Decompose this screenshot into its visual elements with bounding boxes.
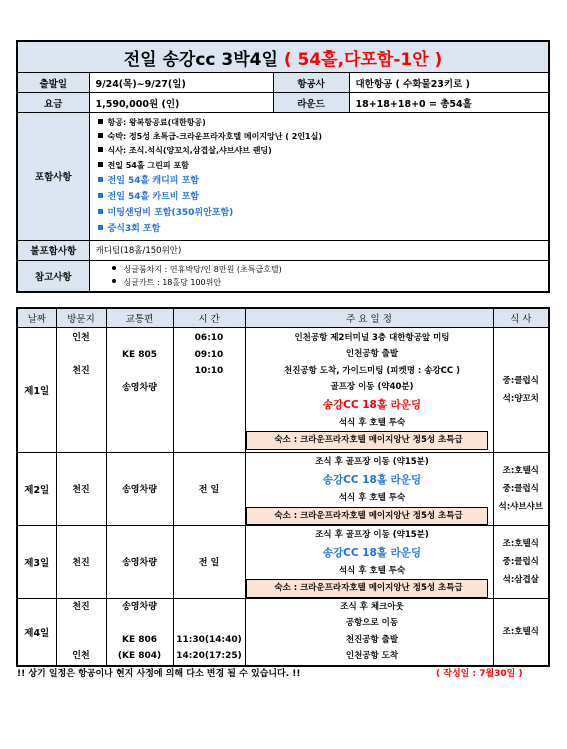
- rounds-label: 라운드: [273, 93, 349, 113]
- time-cell: 11:30(14:40) 14:20(17:25): [173, 598, 245, 666]
- itinerary-header-row: [17, 308, 549, 328]
- bullet-icon: [112, 266, 116, 270]
- meal-cell: 조:호텔식 중:클럽식 석:삼겹살: [493, 525, 549, 598]
- col-header-schedule: 주 요 일 정: [245, 308, 493, 328]
- table-row: [17, 328, 549, 453]
- day-label: 제2일: [17, 453, 56, 526]
- hotel-note: 숙소 : 크라운프라자호텔 메이지앙난 정5성 초특급: [246, 431, 488, 449]
- col-header-place: 방문지: [56, 308, 106, 328]
- square-bullet-icon: [98, 133, 103, 138]
- square-bullet-icon: [98, 162, 103, 167]
- col-header-time: 시 간: [173, 308, 245, 328]
- square-bullet-icon: [98, 147, 103, 152]
- bullet-icon: [112, 279, 116, 283]
- excluded-value: 캐디팁(18홀/150위안): [89, 240, 549, 260]
- round-highlight: 송강CC 18홀 라운딩: [322, 474, 422, 487]
- airline-label: 항공사: [273, 73, 349, 93]
- page-title: [17, 41, 549, 73]
- included-label: 포함사항: [17, 113, 89, 241]
- airline-value: 대한항공 ( 수화물23키로 ): [349, 73, 549, 93]
- transport-cell: 송영차량: [106, 525, 173, 598]
- note-item: 싱글카트 : 18홀당 100위안: [90, 276, 549, 289]
- included-item: 식사: 조식.석식(양꼬치,삼겹살,샤브샤브 랜딩): [98, 144, 549, 158]
- included-highlight-item: 미팅샌딩비 포함(350위안포함): [98, 205, 549, 221]
- day-label: 제4일: [17, 598, 56, 666]
- notes-label: 참고사항: [17, 260, 89, 292]
- hotel-note: 숙소 : 크라운프라자호텔 메이지앙난 정5성 초특급: [246, 507, 488, 525]
- title-sub: ( 54홀,다포함-1안 ): [283, 49, 443, 70]
- included-highlight-item: 중식3회 포함: [98, 221, 549, 237]
- excluded-label: 불포함사항: [17, 240, 89, 260]
- included-highlight-item: 전일 54홀 캐디피 포함: [98, 173, 549, 189]
- rounds-value: 18+18+18+0 = 총54홀: [349, 93, 549, 113]
- square-bullet-icon: [98, 225, 103, 230]
- table-row: [17, 453, 549, 526]
- transport-cell: 송영차량 KE 806 (KE 804): [106, 598, 173, 666]
- meal-cell: 조:호텔식 중:클럽식 석:샤브샤브: [493, 453, 549, 526]
- place-cell: 천진 인천: [56, 598, 106, 666]
- included-item: 항공: 왕복항공료(대한항공): [98, 116, 549, 130]
- square-bullet-icon: [98, 193, 103, 198]
- meal-cell: 중:클럽식 석:양꼬치: [493, 328, 549, 453]
- square-bullet-icon: [98, 209, 103, 214]
- included-list: [89, 113, 549, 241]
- hotel-note: 숙소 : 크라운프라자호텔 메이지앙난 정5성 초특급: [246, 579, 488, 597]
- table-row: [17, 525, 549, 598]
- col-header-transport: 교통편: [106, 308, 173, 328]
- square-bullet-icon: [98, 119, 103, 124]
- schedule-cell: 조식 후 골프장 이동 (약15분) 송강CC 18홀 라운딩 석식 후 호텔 투숙 숙소 : 크라운프라자호텔 메이지앙난 정5성 초특급: [245, 525, 493, 598]
- time-cell: 06:10 09:10 10:10: [173, 328, 245, 453]
- price-value: 1,590,000원 (인): [89, 93, 273, 113]
- written-date: ( 작성일 : 7월30일 ): [436, 669, 523, 679]
- itinerary-table: [16, 307, 550, 667]
- square-bullet-icon: [98, 177, 103, 182]
- day-label: 제1일: [17, 328, 56, 453]
- notes-list: [89, 260, 549, 292]
- time-cell: 전 일: [173, 525, 245, 598]
- price-label: 요금: [17, 93, 89, 113]
- schedule-cell: 인천공항 제2터미널 3층 대한항공앞 미팅 인천공항 출발 천진공항 도착, 가이드미팅 (피켓명 : 송강CC ) 골프장 이동 (약40분) 송강CC 18홀 라운딩 석식 후 호텔 투숙 숙소 : 크라운프라자호텔 메이지앙난 정5성 초특급: [245, 328, 493, 453]
- place-cell: 천진: [56, 525, 106, 598]
- day-label: 제3일: [17, 525, 56, 598]
- transport-cell: KE 805 송영차량: [106, 328, 173, 453]
- col-header-date: 날짜: [17, 308, 56, 328]
- place-cell: 인천 천진: [56, 328, 106, 453]
- disclaimer-note: !! 상기 일정은 항공이나 현지 사정에 의해 다소 변경 될 수 있습니다. !!: [17, 669, 301, 679]
- transport-cell: 송영차량: [106, 453, 173, 526]
- meal-cell: 조:호텔식: [493, 598, 549, 666]
- schedule-cell: 조식 후 골프장 이동 (약15분) 송강CC 18홀 라운딩 석식 후 호텔 투숙 숙소 : 크라운프라자호텔 메이지앙난 정5성 초특급: [245, 453, 493, 526]
- included-highlight-item: 전일 54홀 카트비 포함: [98, 189, 549, 205]
- summary-table: [16, 40, 550, 293]
- schedule-cell: 조식 후 체크아웃 공항으로 이동 천진공항 출발 인천공항 도착: [245, 598, 493, 666]
- place-cell: 천진: [56, 453, 106, 526]
- round-highlight: 송강CC 18홀 라운딩: [322, 399, 422, 412]
- col-header-meal: 식 사: [493, 308, 549, 328]
- title-main: 전일 송강cc 3박4일: [123, 49, 278, 70]
- round-highlight: 송강CC 18홀 라운딩: [322, 547, 422, 560]
- note-item: 싱글룸차지 : 연휴박당/인 8만원 (초특급호텔): [90, 263, 549, 276]
- departure-label: 출발일: [17, 73, 89, 93]
- time-cell: 전 일: [173, 453, 245, 526]
- included-item: 숙박: 정5성 초특급-크라운프라자호텔 메이지앙난 ( 2인1실): [98, 130, 549, 144]
- included-item: 전일 54홀 그린피 포함: [98, 159, 549, 173]
- table-row: [17, 598, 549, 666]
- departure-value: 9/24(목)~9/27(일): [89, 73, 273, 93]
